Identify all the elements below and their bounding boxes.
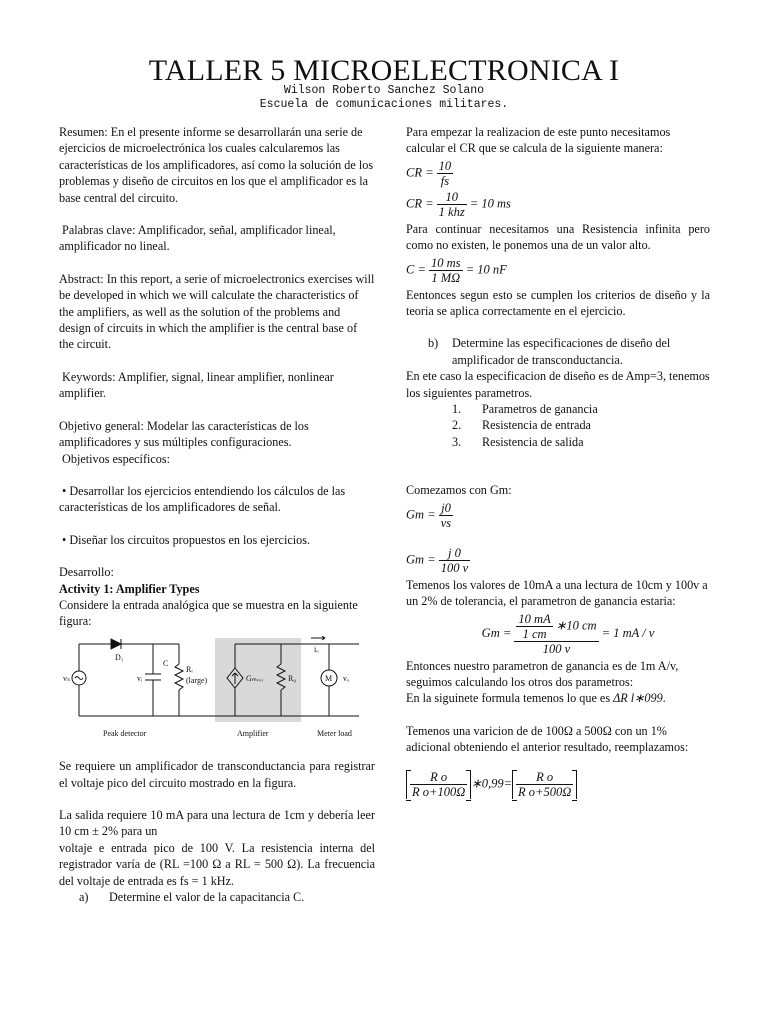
comezamos-paragraph: Comezamos con Gm: — [406, 483, 512, 498]
vi-label: vᵢ — [137, 673, 143, 683]
temenos-paragraph: Temenos los valores de 10mA a una lectura de 10cm y 100v a un 2% de tolerancia, el parametron de ganancia estaria: — [406, 577, 708, 609]
objetivo-general-paragraph: Objetivo general: Modelar las características de los amplificadores y sus múltiples configuraciones. — [59, 418, 309, 450]
equation-cr-2: CR = $\frac{10}{\text{1 khz}}$ = 10 ms — [406, 189, 511, 219]
left-column — [59, 124, 375, 905]
c-label: C — [163, 658, 169, 668]
item-a: a) Determine el valor de la capacitancia C. — [79, 890, 305, 904]
right-column — [406, 124, 710, 801]
document-title: TALLER 5 MICROELECTRONICA I — [148, 54, 620, 87]
peak-detector-label: Peak detector — [103, 728, 147, 738]
desarrollo-heading: Desarrollo: — [59, 565, 114, 580]
entonces-2-paragraph: Entonces nuestro parametron de ganancia es de 1m A/v, seguimos calculando los otros dos parametros: — [406, 658, 679, 689]
ro-label: R₀ — [288, 673, 297, 683]
bullet-item: • Desarrollar los ejercicios entendiendo los cálculos de las características de los amplificadores de señal. — [59, 483, 346, 515]
equation-ro: $\frac{\text{R o}}{\text{R o+100Ω}}$ ∗0,99= $\frac{\text{R o}}{\text{R o+500Ω}}$ — [406, 770, 710, 799]
d1-label: D₁ — [115, 652, 124, 662]
equation-cr-1: CR = $\frac{10}{fs}$ — [406, 158, 452, 188]
considere-paragraph: Considere la entrada analógica que se muestra en la siguiente figura: — [59, 597, 358, 629]
bullet-item: • Diseñar los circuitos propuestos en los ejercicios. — [62, 532, 311, 547]
equation-c: C = $\frac{10 ms}{1 M\Omega}$ = 10 nF — [406, 255, 507, 285]
la-salida-paragraph: La salida requiere 10 mA para una lectura de 1cm y debería leer 10 cm ± 2% para un — [59, 807, 375, 839]
vs-label: vₛ — [63, 673, 70, 683]
temenos-2-paragraph: Temenos una varicion de de 100Ω a 500Ω con un 1% adicional obteniendo el anterior resultado, reemplazamos: — [406, 723, 689, 755]
item-b: b) Determine las especificaciones de diseño del amplificador de transconductancia. — [428, 336, 671, 367]
author-name: Wilson Roberto Sanchez Solano — [283, 84, 485, 97]
school-name: Escuela de comunicaciones militares. — [259, 98, 509, 111]
large-label: (large) — [186, 675, 208, 685]
parameters-list — [406, 401, 710, 450]
en-ete-paragraph: En ete caso la especificacion de diseño es de Amp=3, tenemos los siguientes parametros. — [406, 369, 710, 400]
se-requiere-paragraph: Se requiere un amplificador de transconductancia para registrar el voltaje pico del circuito mostrado en la figura. — [59, 759, 375, 790]
amplifier-label: Amplifier — [237, 728, 269, 738]
abstract-paragraph: Abstract: In this report, a serie of microelectronics exercises will be developed in which we will calculate the characteristics of the amplifiers, as well as the solution of the problems and design of circuits in which the amplifier is the central base of the circuit. — [59, 271, 375, 352]
list-item: 1. Parametros de ganancia — [452, 402, 598, 417]
keywords-paragraph: Keywords: Amplifier, signal, linear amplifier, nonlinear amplifier. — [59, 369, 334, 401]
vo-label: vₒ — [343, 673, 350, 683]
equation-gm-1: Gm = $\frac{j0}{vs}$ — [406, 500, 452, 530]
palabras-clave-paragraph: Palabras clave: Amplificador, señal, amplificador lineal, amplificador no lineal. — [59, 223, 336, 254]
gm-label: Gₘᵥᵥᵢ — [246, 673, 263, 683]
io-label: iₒ — [314, 644, 319, 654]
circuit-figure — [59, 636, 375, 746]
para-empezar-paragraph: Para empezar la realizacion de este punto necesitamos calcular el CR que se calcula de la siguiente manera: — [406, 125, 671, 156]
meter-label: M — [325, 673, 333, 683]
entonces-paragraph: Eentonces segun esto se cumplen los criterios de diseño y la teoria se aplica correctamente en el ejercicio. — [406, 287, 710, 319]
equation-gm-2: Gm = $\frac{j 0}{100 v}$ — [406, 545, 469, 575]
list-item: 2. Resistencia de entrada — [452, 418, 591, 433]
resumen-paragraph: Resumen: En el presente informe se desarrollarán una serie de ejercicios de microelectrónica los cuales calcularemos las características de los amplificadores, así como la solución de los problemas y diseño de circuitos en los que el amplificador es la base central del circuito. — [59, 125, 374, 205]
la-salida-paragraph-cont: voltaje e entrada pico de 100 V. La resistencia interna del registrador varía de (RL =100 Ω a RL = 500 Ω). La frecuencia del voltaje de entrada es fs = 1 kHz. — [59, 840, 375, 888]
en-la-paragraph: En la siguinete formula temenos lo que es ΔR l∗099. — [406, 691, 666, 706]
ri-label: Rᵢ — [186, 664, 193, 674]
equation-gm-3: Gm = $\frac{10 mA}{1 cm}$ ∗10 cm 100 v = 1 mA / v — [481, 611, 655, 656]
activity-heading: Activity 1: Amplifier Types — [59, 581, 200, 596]
para-continuar-paragraph: Para continuar necesitamos una Resistencia infinita pero como no existen, le ponemos una de un valor alto. — [406, 221, 710, 253]
meter-load-label: Meter load — [317, 728, 352, 738]
objetivos-especificos-heading: Objetivos específicos: — [62, 451, 171, 466]
list-item: 3. Resistencia de salida — [452, 434, 584, 449]
